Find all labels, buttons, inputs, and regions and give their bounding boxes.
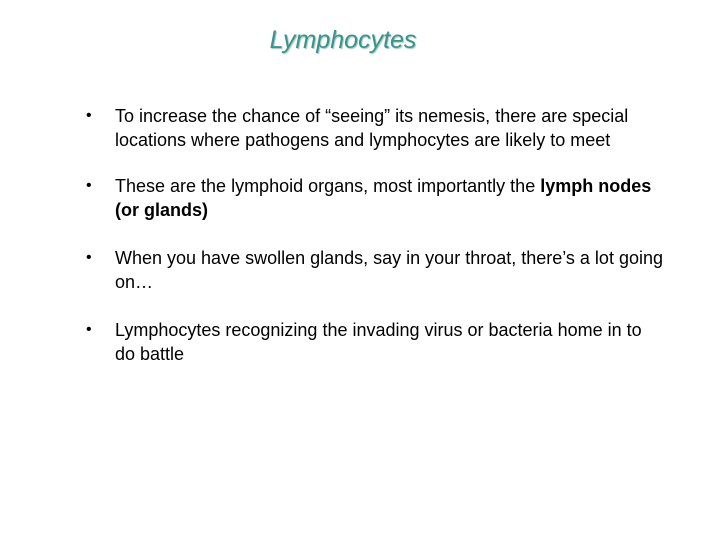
bullet-text: To increase the chance of “seeing” its nemesis, there are special locations where pathogens and lymphocytes are likely to meet	[115, 106, 629, 150]
bullet-text: Lymphocytes recognizing the invading virus or bacteria home in to do battle	[115, 320, 642, 364]
bullet-text-container	[115, 174, 666, 222]
slide-title: Lymphocytes	[269, 26, 417, 54]
bullet-text: These are the lymphoid organs, most importantly the	[115, 176, 541, 196]
bullet-item	[86, 246, 666, 294]
bullet-icon: •	[86, 321, 92, 338]
bullet-text: When you have swollen glands, say in your throat, there’s a lot going on…	[115, 248, 663, 292]
bullet-item	[86, 318, 666, 366]
bullet-icon: •	[86, 177, 92, 194]
bullet-icon: •	[86, 249, 92, 266]
bullet-bold-text: lymph nodes (or glands)	[115, 176, 652, 220]
bullet-list	[86, 104, 666, 388]
bullet-item	[86, 174, 666, 222]
bullet-item	[86, 104, 666, 152]
bullet-icon: •	[86, 107, 92, 124]
